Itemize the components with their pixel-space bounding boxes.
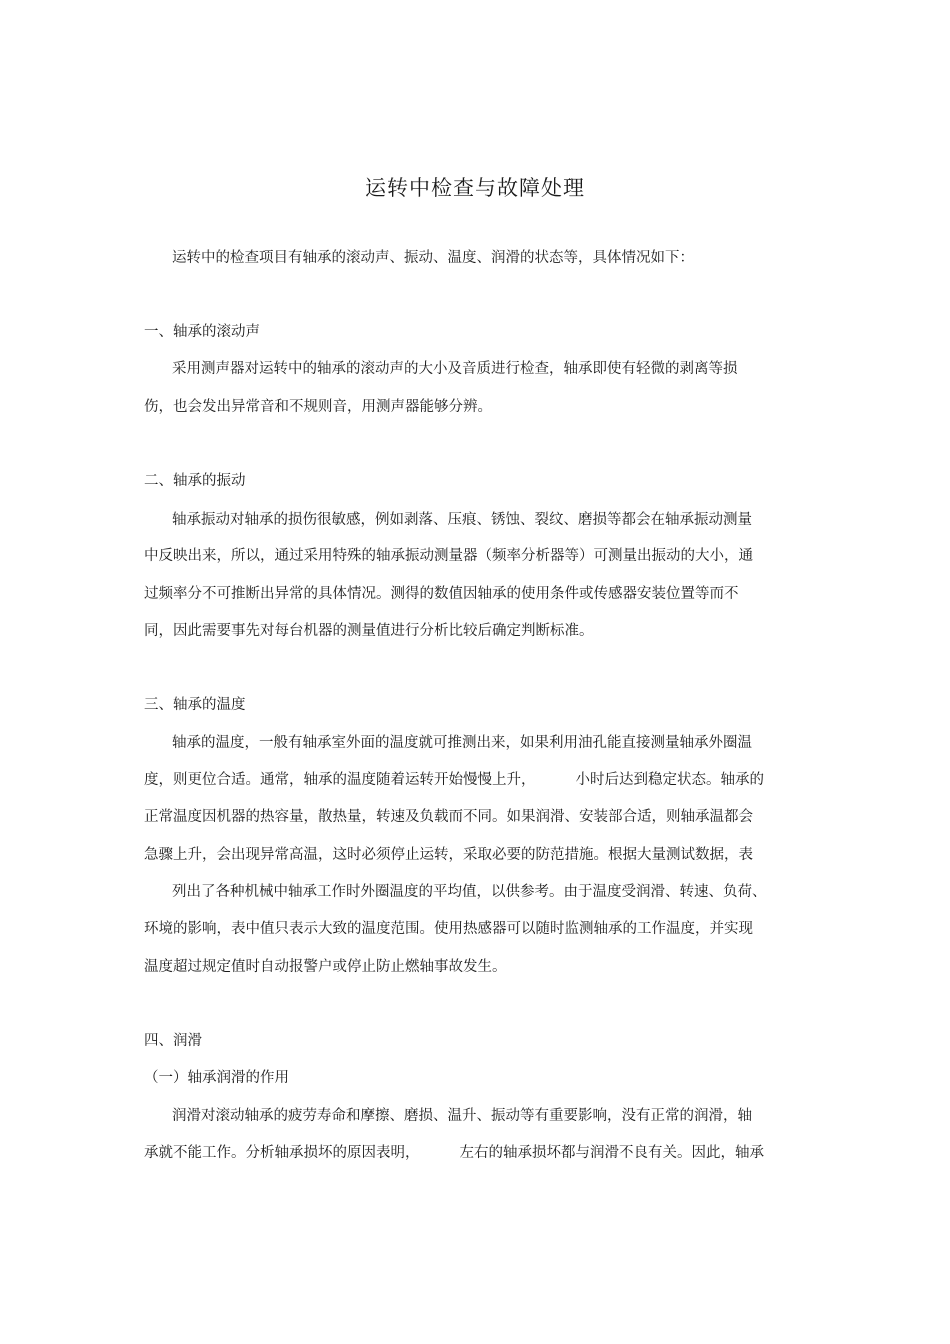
section-4-heading: 四、润滑 (144, 1033, 202, 1049)
section-4-line-2-part-1: 承就不能工作。分析轴承损坏的原因表明， (144, 1145, 420, 1161)
page-title: 运转中检查与故障处理 (365, 176, 585, 200)
section-3-line-7: 温度超过规定值时自动报警户或停止防止燃轴事故发生。 (144, 959, 507, 975)
section-4-line-1: 润滑对滚动轴承的疲劳寿命和摩擦、磨损、温升、振动等有重要影响，没有正常的润滑，轴 (172, 1108, 752, 1124)
intro-paragraph: 运转中的检查项目有轴承的滚动声、振动、温度、润滑的状态等，具体情况如下： (172, 250, 694, 266)
section-1-heading: 一、轴承的滚动声 (144, 324, 260, 340)
section-3-line-5: 列出了各种机械中轴承工作时外圈温度的平均值，以供参考。由于温度受润滑、转速、负荷、 (172, 884, 767, 900)
section-3-line-6: 环境的影响，表中值只表示大致的温度范围。使用热感器可以随时监测轴承的工作温度，并实现 (144, 921, 753, 937)
section-3-line-2-part-2: 小时后达到稳定状态。轴承的 (575, 772, 764, 788)
section-2-line-2: 中反映出来，所以，通过采用特殊的轴承振动测量器（频率分析器等）可测量出振动的大小，通 (144, 548, 753, 564)
section-1-line-2: 伤，也会发出异常音和不规则音，用测声器能够分辨。 (144, 399, 492, 415)
section-3-line-2-part-1: 度，则更位合适。通常，轴承的温度随着运转开始慢慢上升， (144, 772, 536, 788)
section-3-heading: 三、轴承的温度 (144, 697, 246, 713)
section-4-subheading: （一）轴承润滑的作用 (144, 1070, 289, 1086)
section-3-line-1: 轴承的温度，一般有轴承室外面的温度就可推测出来，如果利用油孔能直接测量轴承外圈温 (172, 735, 752, 751)
section-3-line-2 (144, 770, 809, 790)
section-2-line-3: 过频率分不可推断出异常的具体情况。测得的数值因轴承的使用条件或传感器安装位置等而不 (144, 586, 739, 602)
section-4-line-2 (144, 1143, 809, 1163)
section-1-line-1: 采用测声器对运转中的轴承的滚动声的大小及音质进行检查，轴承即使有轻微的剥离等损 (172, 361, 738, 377)
section-4-line-2-part-2: 左右的轴承损坏都与润滑不良有关。因此，轴承 (459, 1145, 764, 1161)
section-2-line-1: 轴承振动对轴承的损伤很敏感，例如剥落、压痕、锈蚀、裂纹、磨损等都会在轴承振动测量 (172, 512, 752, 528)
section-2-heading: 二、轴承的振动 (144, 473, 246, 489)
section-3-line-4: 急骤上升，会出现异常高温，这时必须停止运转，采取必要的防范措施。根据大量测试数据，表 (144, 847, 753, 863)
section-3-line-3: 正常温度因机器的热容量，散热量，转速及负载而不同。如果润滑、安装部合适，则轴承温都会 (144, 809, 753, 825)
section-2-line-4: 同，因此需要事先对每台机器的测量值进行分析比较后确定判断标准。 (144, 623, 594, 639)
